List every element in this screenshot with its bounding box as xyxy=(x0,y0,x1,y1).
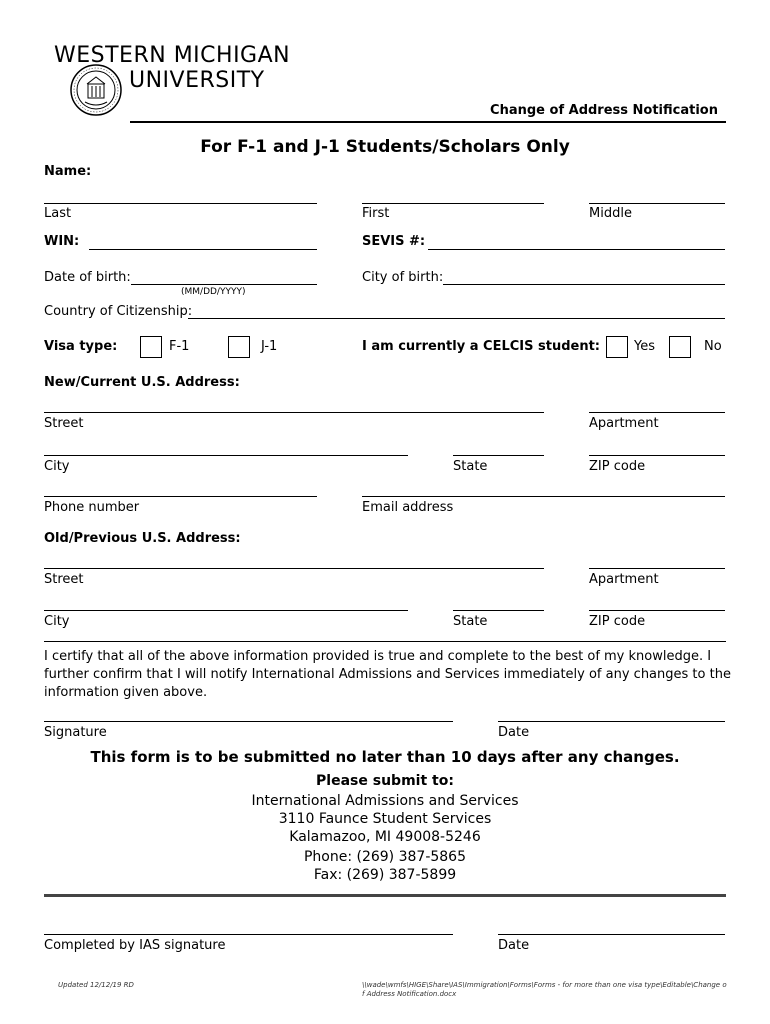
visa-j1-label: J-1 xyxy=(261,339,278,354)
sevis-label: SEVIS #: xyxy=(362,234,426,249)
office-street: 3110 Faunce Student Services xyxy=(278,811,492,827)
phone-label: Phone number xyxy=(44,500,140,515)
ias-signature-field[interactable] xyxy=(44,934,453,935)
office-name: International Admissions and Services xyxy=(251,793,519,809)
ias-date-label: Date xyxy=(498,938,530,953)
new-zip-label: ZIP code xyxy=(589,459,646,474)
celcis-yes-label: Yes xyxy=(634,339,655,354)
old-apartment-label: Apartment xyxy=(589,572,659,587)
old-zip-field[interactable] xyxy=(589,610,725,611)
old-city-field[interactable] xyxy=(44,610,408,611)
citizenship-label: Country of Citizenship: xyxy=(44,304,193,319)
first-name-label: First xyxy=(362,206,390,221)
document-title: Change of Address Notification xyxy=(490,103,718,118)
last-name-label: Last xyxy=(44,206,72,221)
city-of-birth-label: City of birth: xyxy=(362,270,444,285)
visa-f1-label: F-1 xyxy=(169,339,190,354)
win-field[interactable] xyxy=(89,249,317,250)
submission-deadline: This form is to be submitted no later than 10 days after any changes. xyxy=(90,748,680,766)
signature-label: Signature xyxy=(44,725,107,740)
citizenship-field[interactable] xyxy=(188,318,725,319)
old-state-field[interactable] xyxy=(453,610,544,611)
old-apartment-field[interactable] xyxy=(589,568,725,569)
new-street-field[interactable] xyxy=(44,412,544,413)
header-rule xyxy=(130,121,726,123)
dob-label: Date of birth: xyxy=(44,270,131,285)
celcis-label: I am currently a CELCIS student: xyxy=(362,339,600,354)
first-name-field[interactable] xyxy=(362,203,544,204)
new-zip-field[interactable] xyxy=(589,455,725,456)
dob-format-hint: (MM/DD/YYYY) xyxy=(181,287,246,297)
file-path-note: \\wade\wmfs\HIGE\Share\IAS\Immigration\Forms\Forms - for more than one visa type\Editable\Change of Address Notification.docx xyxy=(362,981,727,998)
new-apartment-field[interactable] xyxy=(589,412,725,413)
old-street-label: Street xyxy=(44,572,84,587)
email-field[interactable] xyxy=(362,496,725,497)
ias-signature-label: Completed by IAS signature xyxy=(44,938,226,953)
old-street-field[interactable] xyxy=(44,568,544,569)
office-city: Kalamazoo, MI 49008-5246 xyxy=(289,829,481,845)
email-label: Email address xyxy=(362,500,454,515)
visa-type-label: Visa type: xyxy=(44,339,118,354)
signature-date-label: Date xyxy=(498,725,530,740)
section-divider xyxy=(44,641,726,642)
submit-to-heading: Please submit to: xyxy=(316,773,454,789)
new-apartment-label: Apartment xyxy=(589,416,659,431)
university-seal-icon xyxy=(70,64,122,116)
logo-wordmark-line2: UNIVERSITY xyxy=(129,68,265,93)
phone-field[interactable] xyxy=(44,496,317,497)
office-fax: Fax: (269) 387-5899 xyxy=(313,867,457,883)
old-state-label: State xyxy=(453,614,488,629)
new-city-field[interactable] xyxy=(44,455,408,456)
office-use-divider xyxy=(44,894,726,897)
sevis-field[interactable] xyxy=(428,249,725,250)
updated-note: Updated 12/12/19 RD xyxy=(58,981,134,989)
visa-f1-checkbox[interactable] xyxy=(140,336,162,358)
office-phone: Phone: (269) 387-5865 xyxy=(303,849,467,865)
name-label: Name: xyxy=(44,164,92,179)
logo-wordmark-line1: WESTERN MICHIGAN xyxy=(54,43,291,68)
new-street-label: Street xyxy=(44,416,84,431)
old-city-label: City xyxy=(44,614,70,629)
last-name-field[interactable] xyxy=(44,203,317,204)
form-title: For F-1 and J-1 Students/Scholars Only xyxy=(200,137,570,157)
new-city-label: City xyxy=(44,459,70,474)
new-state-label: State xyxy=(453,459,488,474)
celcis-no-label: No xyxy=(704,339,722,354)
signature-date-field[interactable] xyxy=(498,721,725,722)
win-label: WIN: xyxy=(44,234,80,249)
certification-text: I certify that all of the above information provided is true and complete to the best of my knowledge. I further confirm that I will notify International Admissions and Services immediately of any changes to the information given above. xyxy=(44,649,731,700)
old-address-heading: Old/Previous U.S. Address: xyxy=(44,531,241,546)
middle-name-label: Middle xyxy=(589,206,632,221)
celcis-no-checkbox[interactable] xyxy=(669,336,691,358)
celcis-yes-checkbox[interactable] xyxy=(606,336,628,358)
signature-field[interactable] xyxy=(44,721,453,722)
new-address-heading: New/Current U.S. Address: xyxy=(44,375,240,390)
middle-name-field[interactable] xyxy=(589,203,725,204)
new-state-field[interactable] xyxy=(453,455,544,456)
dob-field[interactable] xyxy=(131,284,317,285)
city-of-birth-field[interactable] xyxy=(443,284,725,285)
old-zip-label: ZIP code xyxy=(589,614,646,629)
visa-j1-checkbox[interactable] xyxy=(228,336,250,358)
ias-date-field[interactable] xyxy=(498,934,725,935)
